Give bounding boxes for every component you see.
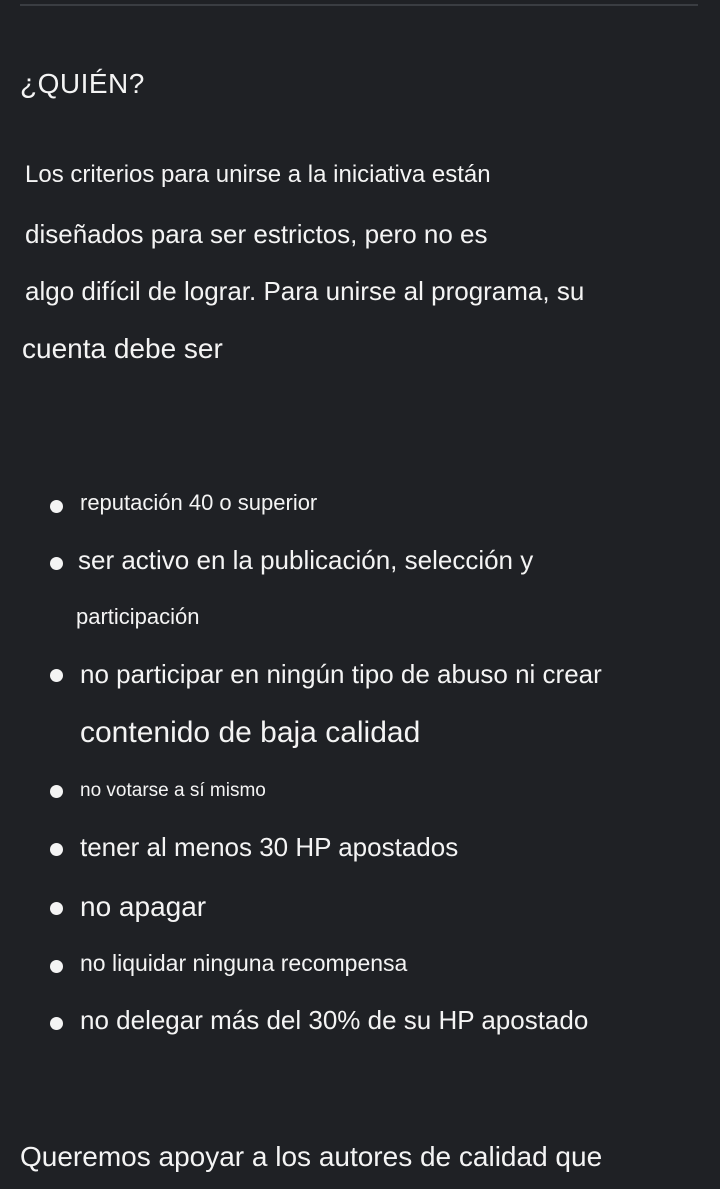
bullet-icon xyxy=(50,1017,63,1030)
list-item: reputación 40 o superior xyxy=(80,490,318,515)
list-item-continuation: contenido de baja calidad xyxy=(80,716,421,749)
bullet-icon xyxy=(50,960,63,973)
bullet-icon xyxy=(50,902,63,915)
paragraph-line-2: diseñados para ser estrictos, pero no es xyxy=(25,219,488,249)
bullet-icon xyxy=(50,843,63,856)
list-item: no liquidar ninguna recompensa xyxy=(80,950,408,976)
section-heading: ¿QUIÉN? xyxy=(20,68,145,99)
paragraph-line-3: algo difícil de lograr. Para unirse al programa, su xyxy=(25,276,585,306)
list-item: no participar en ningún tipo de abuso ni crear xyxy=(80,659,602,689)
bullet-icon xyxy=(50,669,63,682)
bullet-icon xyxy=(50,557,63,570)
list-item: no votarse a sí mismo xyxy=(80,780,266,801)
paragraph-line-4: cuenta debe ser xyxy=(22,333,223,364)
paragraph-line-1: Los criterios para unirse a la iniciativa están xyxy=(25,161,491,188)
closing-paragraph-line: Queremos apoyar a los autores de calidad que xyxy=(20,1141,603,1172)
list-item: no delegar más del 30% de su HP apostado xyxy=(80,1005,589,1035)
bullet-icon xyxy=(50,500,63,513)
list-item-continuation: participación xyxy=(76,604,200,629)
list-item: ser activo en la publicación, selección y xyxy=(78,545,534,575)
top-divider xyxy=(20,4,698,6)
list-item: tener al menos 30 HP apostados xyxy=(80,832,459,862)
list-item: no apagar xyxy=(80,891,207,922)
bullet-icon xyxy=(50,785,63,798)
